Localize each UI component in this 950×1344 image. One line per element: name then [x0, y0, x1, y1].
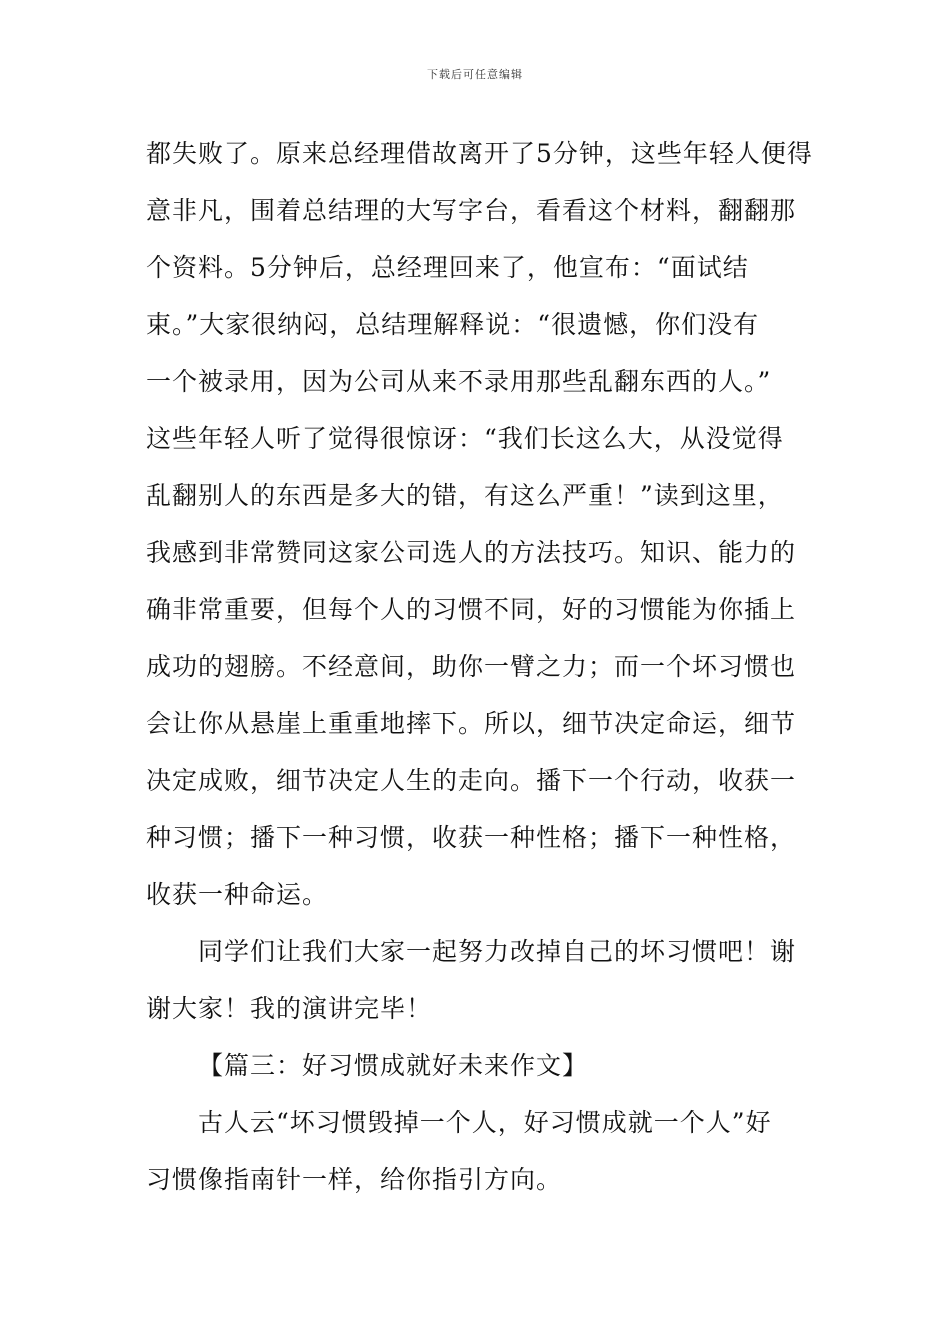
text-line: 这些年轻人听了觉得很惊讶：“我们长这么大，从没觉得 — [146, 424, 784, 453]
text-line: 都失败了。原来总经理借故离开了5分钟，这些年轻人便得 — [146, 139, 813, 168]
document-body — [146, 125, 813, 1208]
text-line: 成功的翅膀。不经意间，助你一臂之力；而一个坏习惯也 — [146, 652, 797, 681]
text-line: 会让你从悬崖上重重地摔下。所以，细节决定命运，细节 — [146, 709, 797, 738]
text-line: 一个被录用，因为公司从来不录用那些乱翻东西的人。” — [146, 367, 772, 396]
text-line: 种习惯；播下一种习惯，收获一种性格；播下一种性格， — [146, 823, 797, 852]
section-heading: 【篇三：好习惯成就好未来作文】 — [198, 1051, 589, 1080]
text-line: 我感到非常赞同这家公司选人的方法技巧。知识、能力的 — [146, 538, 797, 567]
text-line: 乱翻别人的东西是多大的错，有这么严重！”读到这里， — [146, 481, 784, 510]
text-line: 个资料。5分钟后，总经理回来了，他宣布：“面试结 — [146, 253, 749, 282]
text-line: 谢大家！我的演讲完毕！ — [146, 994, 433, 1023]
paragraph-start-line: 古人云“坏习惯毁掉一个人，好习惯成就一个人”好 — [198, 1108, 772, 1137]
text-line: 意非凡，围着总结理的大写字台，看看这个材料，翻翻那 — [146, 196, 797, 225]
paragraph-start-line: 同学们让我们大家一起努力改掉自己的坏习惯吧！谢 — [198, 937, 797, 966]
text-line: 决定成败，细节决定人生的走向。播下一个行动，收获一 — [146, 766, 797, 795]
text-line: 束。”大家很纳闷，总结理解释说：“很遗憾，你们没有 — [146, 310, 760, 339]
text-line: 习惯像指南针一样，给你指引方向。 — [146, 1165, 563, 1194]
text-line: 收获一种命运。 — [146, 880, 329, 909]
text-line: 确非常重要，但每个人的习惯不同，好的习惯能为你插上 — [146, 595, 797, 624]
page-header-note: 下载后可任意编辑 — [427, 68, 523, 81]
